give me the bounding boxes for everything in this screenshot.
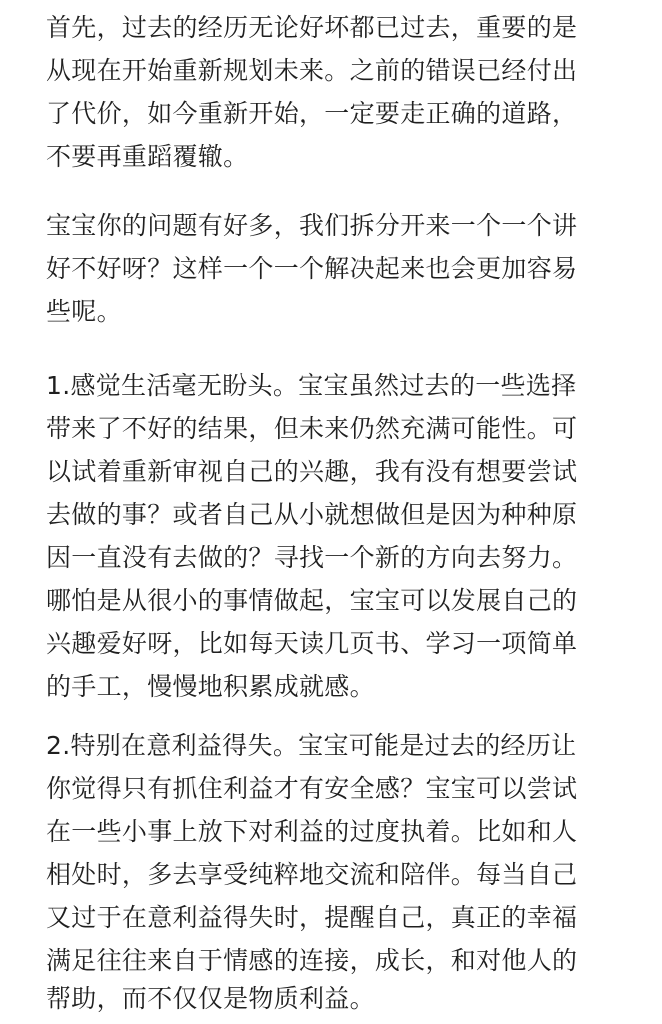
paragraph-2-line-2: 好不好呀？这样一个一个解决起来也会更加容易 [46,254,578,283]
paragraph-3-line-8: 的手工，慢慢地积累成就感。 [46,672,375,701]
paragraph-3-line-5: 因一直没有去做的？寻找一个新的方向去努力。 [46,543,578,572]
paragraph-3-line-7: 兴趣爱好呀，比如每天读几页书、学习一项简单 [46,629,578,658]
paragraph-1-line-1: 首先，过去的经历无论好坏都已过去，重要的是 [46,13,578,42]
paragraph-4-line-7: 帮助，而不仅仅是物质利益。 [46,984,375,1013]
paragraph-4-line-6: 满足往往来自于情感的连接，成长，和对他人的 [46,946,578,975]
paragraph-3-line-2: 带来了不好的结果，但未来仍然充满可能性。可 [46,414,578,443]
paragraph-4-line-3: 在一些小事上放下对利益的过度执着。比如和人 [46,817,578,846]
paragraph-4-line-1: 2.特别在意利益得失。宝宝可能是过去的经历让 [46,731,577,760]
paragraph-3-line-3: 以试着重新审视自己的兴趣，我有没有想要尝试 [46,457,578,486]
paragraph-1-line-4: 不要再重蹈覆辙。 [46,142,249,171]
paragraph-2-line-1: 宝宝你的问题有好多，我们拆分开来一个一个讲 [46,211,578,240]
paragraph-4-line-5: 又过于在意利益得失时，提醒自己，真正的幸福 [46,903,578,932]
paragraph-3-line-1: 1.感觉生活毫无盼头。宝宝虽然过去的一些选择 [46,371,577,400]
paragraph-4-line-4: 相处时，多去享受纯粹地交流和陪伴。每当自己 [46,860,578,889]
paragraph-3-line-6: 哪怕是从很小的事情做起，宝宝可以发展自己的 [46,586,578,615]
paragraph-3-line-4: 去做的事？或者自己从小就想做但是因为种种原 [46,500,578,529]
paragraph-2-line-3: 些呢。 [46,297,122,326]
paragraph-1-line-2: 从现在开始重新规划未来。之前的错误已经付出 [46,56,578,85]
paragraph-4-line-2: 你觉得只有抓住利益才有安全感？宝宝可以尝试 [46,774,578,803]
paragraph-1-line-3: 了代价，如今重新开始，一定要走正确的道路， [46,99,578,128]
